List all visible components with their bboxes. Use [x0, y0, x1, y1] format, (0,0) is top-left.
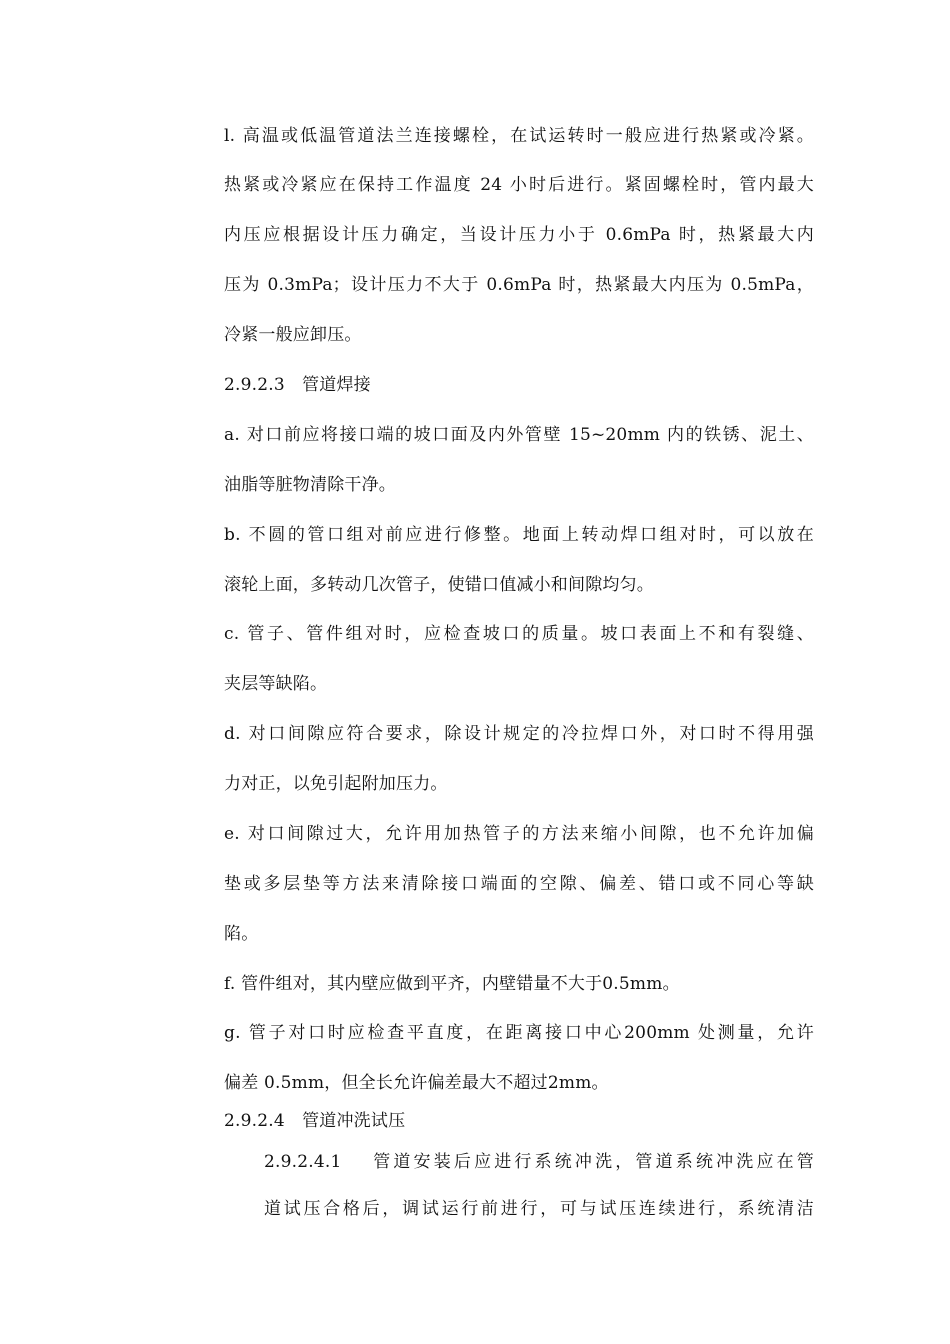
- paragraph-line: 冷紧一般应卸压。: [224, 325, 362, 345]
- paragraph-line: 压为 0.3mPa；设计压力不大于 0.6mPa 时，热紧最大内压为 0.5mPa，: [224, 275, 814, 295]
- paragraph-line: l. 高温或低温管道法兰连接螺栓，在试运转时一般应进行热紧或冷紧。: [224, 126, 814, 146]
- paragraph-line: 垫或多层垫等方法来清除接口端面的空隙、偏差、错口或不同心等缺: [224, 874, 814, 894]
- paragraph-line: c. 管子、管件组对时，应检查坡口的质量。坡口表面上不和有裂缝、: [224, 624, 814, 644]
- paragraph-line: 夹层等缺陷。: [224, 674, 328, 694]
- paragraph-line: 油脂等脏物清除干净。: [224, 475, 396, 495]
- paragraph-line: f. 管件组对，其内壁应做到平齐，内壁错量不大于0.5mm。: [224, 974, 680, 994]
- subsection-line: 2.9.2.4.1 管道安装后应进行系统冲洗，管道系统冲洗应在管: [264, 1152, 814, 1172]
- section-heading: 2.9.2.4 管道冲洗试压: [224, 1111, 406, 1131]
- section-heading: 2.9.2.3 管道焊接: [224, 375, 371, 395]
- paragraph-line: 陷。: [224, 924, 259, 944]
- paragraph-line: a. 对口前应将接口端的坡口面及内外管壁 15~20mm 内的铁锈、泥土、: [224, 425, 814, 445]
- paragraph-line: g. 管子对口时应检查平直度，在距离接口中心200mm 处测量，允许: [224, 1023, 814, 1043]
- paragraph-line: e. 对口间隙过大，允许用加热管子的方法来缩小间隙，也不允许加偏: [224, 824, 814, 844]
- paragraph-line: d. 对口间隙应符合要求，除设计规定的冷拉焊口外，对口时不得用强: [224, 724, 814, 744]
- paragraph-line: 滚轮上面，多转动几次管子，使错口值减小和间隙均匀。: [224, 575, 654, 595]
- paragraph-line: 道试压合格后，调试运行前进行，可与试压连续进行，系统清洁: [264, 1199, 814, 1219]
- paragraph-line: 内压应根据设计压力确定，当设计压力小于 0.6mPa 时，热紧最大内: [224, 225, 814, 245]
- paragraph-line: 热紧或冷紧应在保持工作温度 24 小时后进行。紧固螺栓时，管内最大: [224, 175, 814, 195]
- paragraph-line: 偏差 0.5mm，但全长允许偏差最大不超过2mm。: [224, 1073, 609, 1093]
- paragraph-line: b. 不圆的管口组对前应进行修整。地面上转动焊口组对时，可以放在: [224, 525, 814, 545]
- paragraph-line: 力对正，以免引起附加压力。: [224, 774, 448, 794]
